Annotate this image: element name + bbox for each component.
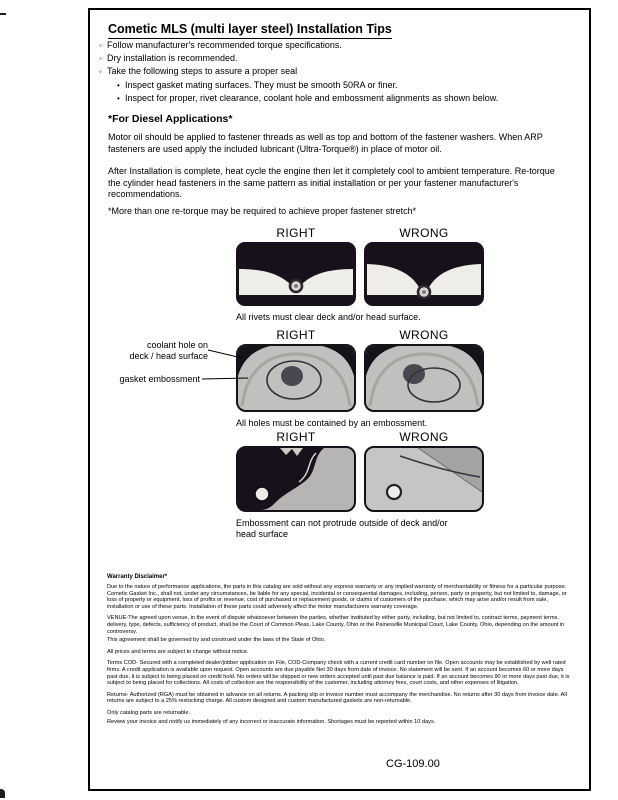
callout-line: coolant hole on (146, 340, 208, 350)
list-item (99, 40, 342, 53)
warranty-heading: Warranty Disclaimer* (107, 574, 168, 580)
bullet-marker: ◦ (99, 41, 102, 50)
diagram-row-protrusion (236, 430, 486, 540)
page-title: Cometic MLS (multi layer steel) Installation Tips (108, 22, 392, 39)
tip-text: Dry installation is recommended. (107, 53, 238, 63)
warranty-paragraph: Review your invoice and notify us immediately of any incorrect or inaccurate information. Shortages must be reported within 10 days. (107, 718, 436, 725)
tip-text: Inspect for proper, rivet clearance, coolant hole and embossment alignments as shown below. (125, 93, 499, 103)
diagram-labels (236, 328, 486, 342)
bullet-marker: ◦ (99, 54, 102, 63)
wrong-label: WRONG (399, 226, 449, 240)
tips-list (99, 40, 342, 79)
scan-artifact (0, 13, 6, 15)
bullet-marker: • (117, 94, 120, 103)
diagram-row-embossment (236, 328, 486, 428)
coolant-hole (281, 366, 303, 386)
diagram-labels (236, 430, 486, 444)
diagram-rivet-wrong (364, 242, 484, 306)
warranty-paragraph: Terms COD- Secured with a completed dealer/jobber application on File, COD-Company check with a current credit card number on file. Open accounts may be established by well rated firms. A credit application is available upon request. Open accounts are due payable Net 30 days from date of invoice. No statement will be sent. If an account becomes 60 or more days past due, it is subject to being placed on credit hold. No orders will be shipped or new orders accepted until past due balance is paid. If an account becomes 90 or more days past due, it is subject to being placed for collections. All costs of collection are the responsibility of the customer, including attorney fees, court costs, and other expenses of litigation. (107, 660, 570, 687)
callout-connector-lines (190, 340, 254, 388)
diagram-embossment-wrong (364, 344, 484, 412)
page-border-frame (88, 8, 591, 791)
right-label: RIGHT (276, 328, 316, 342)
diagram-panels (236, 242, 486, 306)
diesel-paragraph-1: Motor oil should be applied to fastener threads as well as top and bottom of the fastener washers. When ARP fasteners are used apply the included lubricant (Ultra-Torque®) in place of motor oil. (108, 132, 543, 154)
bullet-marker: • (117, 81, 120, 90)
scan-artifact (0, 789, 5, 798)
bolt-hole (255, 487, 269, 501)
diagram-protrude-wrong (364, 446, 484, 512)
diagram-row-rivets (236, 226, 486, 322)
diagram-protrude-right (236, 446, 356, 512)
right-label: RIGHT (276, 226, 316, 240)
diagram-panels (236, 344, 486, 412)
warranty-paragraph: Only catalog parts are returnable. (107, 709, 191, 716)
warranty-section (107, 574, 573, 725)
diagram-caption: All holes must be contained by an embossment. (236, 418, 428, 428)
diagram-caption: Embossment can not protrude outside of deck and/or head surface (236, 518, 448, 539)
list-item (117, 93, 498, 106)
diagram-rivet-right (236, 242, 356, 306)
callout-line: deck / head surface (129, 350, 208, 361)
diagram-panels (236, 446, 486, 512)
right-label: RIGHT (276, 430, 316, 444)
callout-gasket-embossment: gasket embossment (119, 374, 200, 384)
tip-text: Follow manufacturer's recommended torque specifications. (107, 40, 342, 50)
retorque-note: *More than one re-torque may be required to achieve proper fastener stretch* (108, 206, 417, 216)
warranty-paragraph: Returns- Authorized (RGA) must be obtained in advance on all returns. A packing slip or invoice number must accompany the merchandise. No returns after 30 days from invoice date. All returns are subject to a 25% restocking charge. All custom designed and custom manufactured gaskets are non-returnable. (107, 691, 567, 705)
warranty-paragraph: This agreement shall be governed by and construed under the laws of the State of Ohio. (107, 637, 326, 644)
diesel-paragraph-2: After Installation is complete, heat cycle the engine then let it completely cool to ambient temperature. Re-torque the cylinder head fasteners in the same pattern as initial installation or per your fastener manufacturer's recommendations. (108, 166, 555, 199)
diesel-applications-heading: *For Diesel Applications* (108, 113, 233, 125)
diagram-labels (236, 226, 486, 240)
warranty-paragraph: Due to the nature of performance applications, the parts in this catalog are sold without any express warranty or any implied warranty of merchantability or fitness for a particular purpose. Cometic Gasket Inc., shall not, under any circumstances, be liable for any special, incidental or consequential damages, including, person, party or property, but not limited to, damage, or loss of property or equipment, loss of profits or revenue, cost of purchased or replacement goods, or claims of customers of the purchase, which may arise and/or result from sale, installation or use of these parts. Installation of these parts could adversely affect the motor manufacturers warranty coverage. (107, 584, 567, 610)
list-item (99, 53, 342, 66)
warranty-paragraph: All prices and terms are subject to change without notice. (107, 648, 249, 655)
diagram-caption: All rivets must clear deck and/or head surface. (236, 312, 421, 322)
wrong-label: WRONG (399, 430, 449, 444)
diagram-embossment-right (236, 344, 356, 412)
list-item (117, 80, 498, 93)
wrong-label: WRONG (399, 328, 449, 342)
tip-text: Take the following steps to assure a proper seal (107, 66, 298, 76)
warranty-paragraph: VENUE-The agreed upon venue, in the event of dispute whatsoever between the parties, whether instituted by either party, including, but not limited to, contract terms, payment terms, delivery, type, defects, sufficiency of product, shall be the Court of Common Pleas, Lake County, Ohio or the Painesville Municipal Court, Lake County, Ohio, depending on the amount in controversy. (107, 615, 565, 635)
page-code: CG-109.00 (386, 758, 440, 770)
tip-text: Inspect gasket mating surfaces. They must be smooth 50RA or finer. (125, 80, 398, 90)
tips-sublist (117, 80, 498, 106)
bullet-marker: ◦ (99, 67, 102, 76)
bolt-hole (387, 485, 401, 499)
list-item (99, 66, 342, 79)
